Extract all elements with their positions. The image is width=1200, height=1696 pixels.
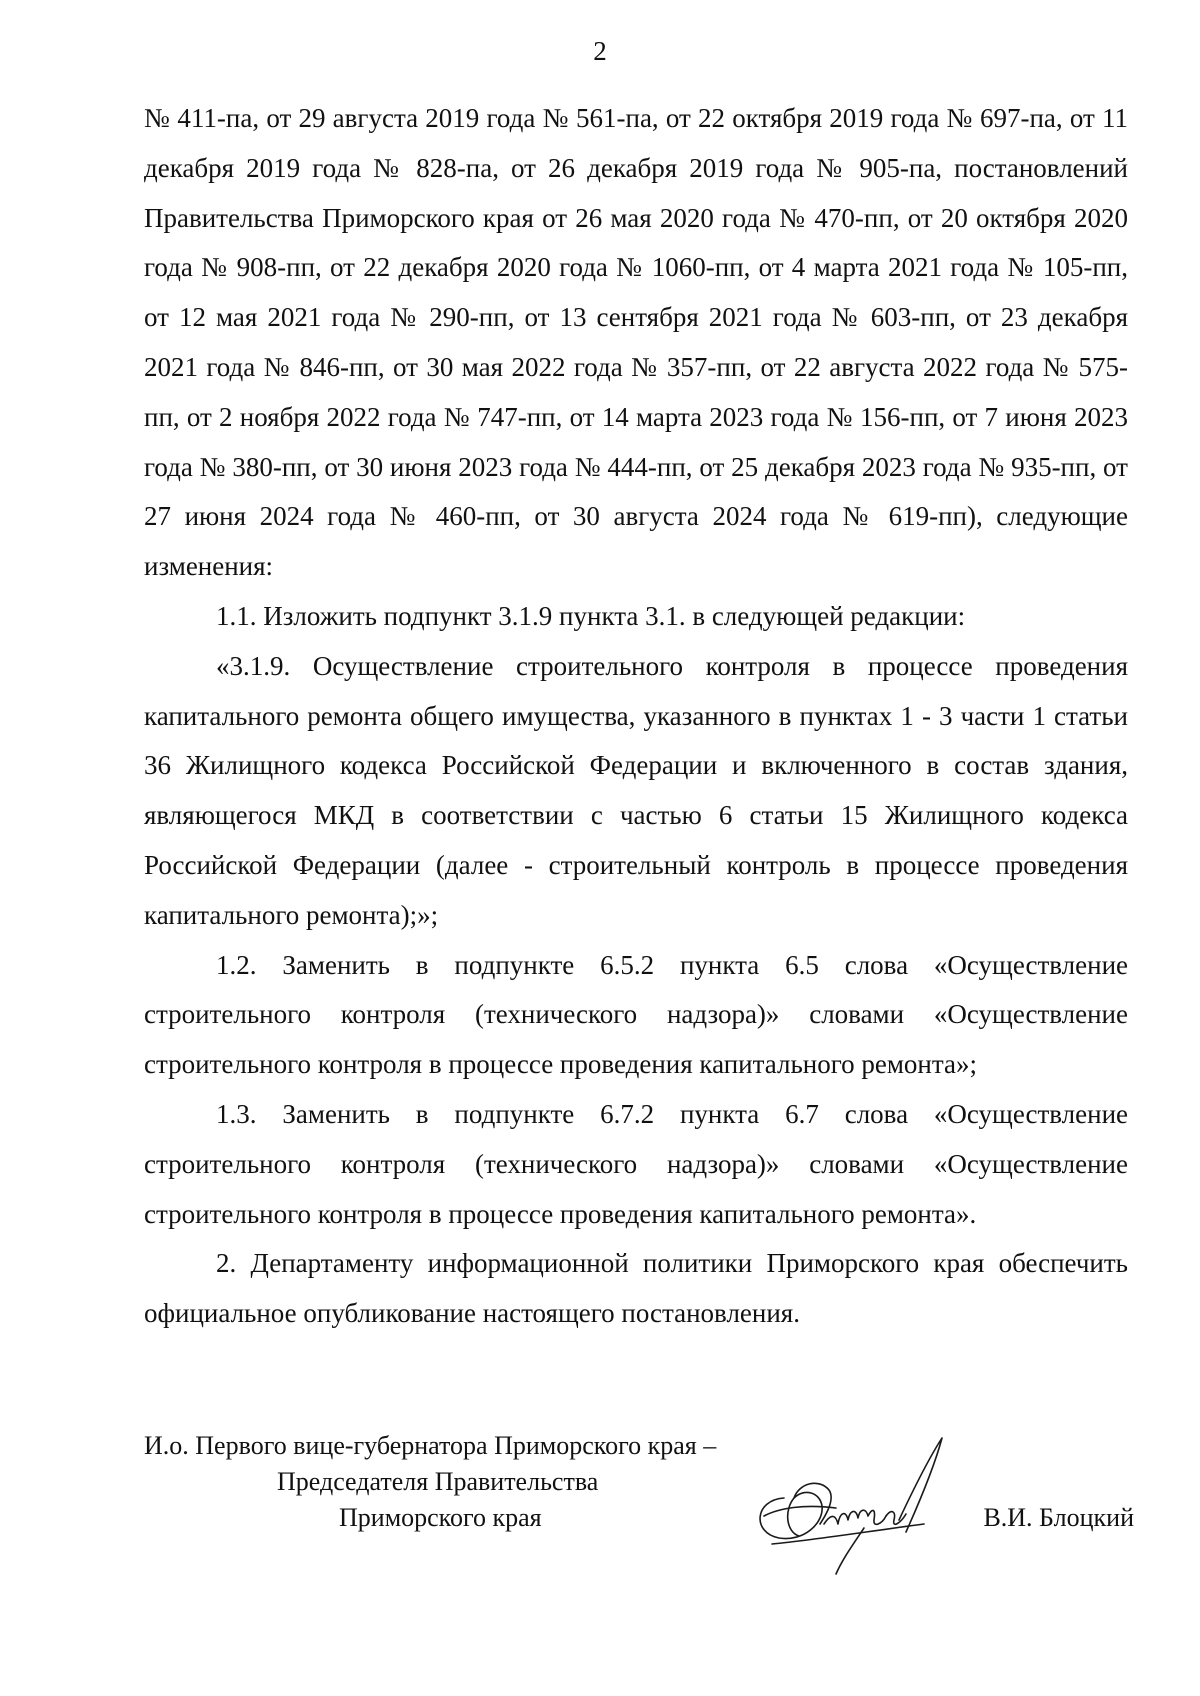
signatory-title-line1: И.о. Первого вице-губернатора Приморского края –	[144, 1431, 717, 1460]
handwritten-signature	[724, 1428, 954, 1578]
signature-block	[144, 1428, 1134, 1588]
paragraph-1-2: 1.2. Заменить в подпункте 6.5.2 пункта 6.5 слова «Осуществление строительного контроля (технического надзора)» словами «Осуществление строительного контроля в процессе проведения капитального ремонта»;	[144, 949, 1128, 1080]
paragraph-amendment-list: № 411-па, от 29 августа 2019 года № 561-па, от 22 октября 2019 года № 697-па, от 11 декабря 2019 года № 828-па, от 26 декабря 2019 года № 905-па, постановлений Правительства Приморского края от 26 мая 2020 года № 470-пп, от 20 октября 2020 года № 908-пп, от 22 декабря 2020 года № 1060-пп, от 4 марта 2021 года № 105-пп, от 12 мая 2021 года № 290-пп, от 13 сентября 2021 года № 603-пп, от 23 декабря 2021 года № 846-пп, от 30 мая 2022 года № 357-пп, от 22 августа 2022 года № 575-пп, от 2 ноября 2022 года № 747-пп, от 14 марта 2023 года № 156-пп, от 7 июня 2023 года № 380-пп, от 30 июня 2023 года № 444-пп, от 25 декабря 2023 года № 935-пп, от 27 июня 2024 года № 460-пп, от 30 августа 2024 года № 619-пп), следующие изменения:	[144, 103, 1128, 582]
signatory-name: В.И. Блоцкий	[983, 1503, 1134, 1532]
document-body	[144, 94, 1128, 1339]
signatory-title-line3: Приморского края	[339, 1503, 542, 1532]
paragraph-2: 2. Департаменту информационной политики Приморского края обеспечить официальное опубликование настоящего постановления.	[144, 1248, 1128, 1329]
paragraph-3-1-9-quote: «3.1.9. Осуществление строительного контроля в процессе проведения капитального ремонта общего имущества, указанного в пунктах 1 - 3 части 1 статьи 36 Жилищного кодекса Российской Федерации и включенного в состав здания, являющегося МКД в соответствии с частью 6 статьи 15 Жилищного кодекса Российской Федерации (далее - строительный контроль в процессе проведения капитального ремонта);»;	[144, 650, 1128, 930]
page-number: 2	[593, 36, 607, 66]
signatory-title-line2: Председателя Правительства	[277, 1467, 599, 1496]
paragraph-1-1: 1.1. Изложить подпункт 3.1.9 пункта 3.1. в следующей редакции:	[216, 600, 966, 631]
paragraph-1-3: 1.3. Заменить в подпункте 6.7.2 пункта 6.7 слова «Осуществление строительного контроля (технического надзора)» словами «Осуществление строительного контроля в процессе проведения капитального ремонта».	[144, 1098, 1128, 1229]
